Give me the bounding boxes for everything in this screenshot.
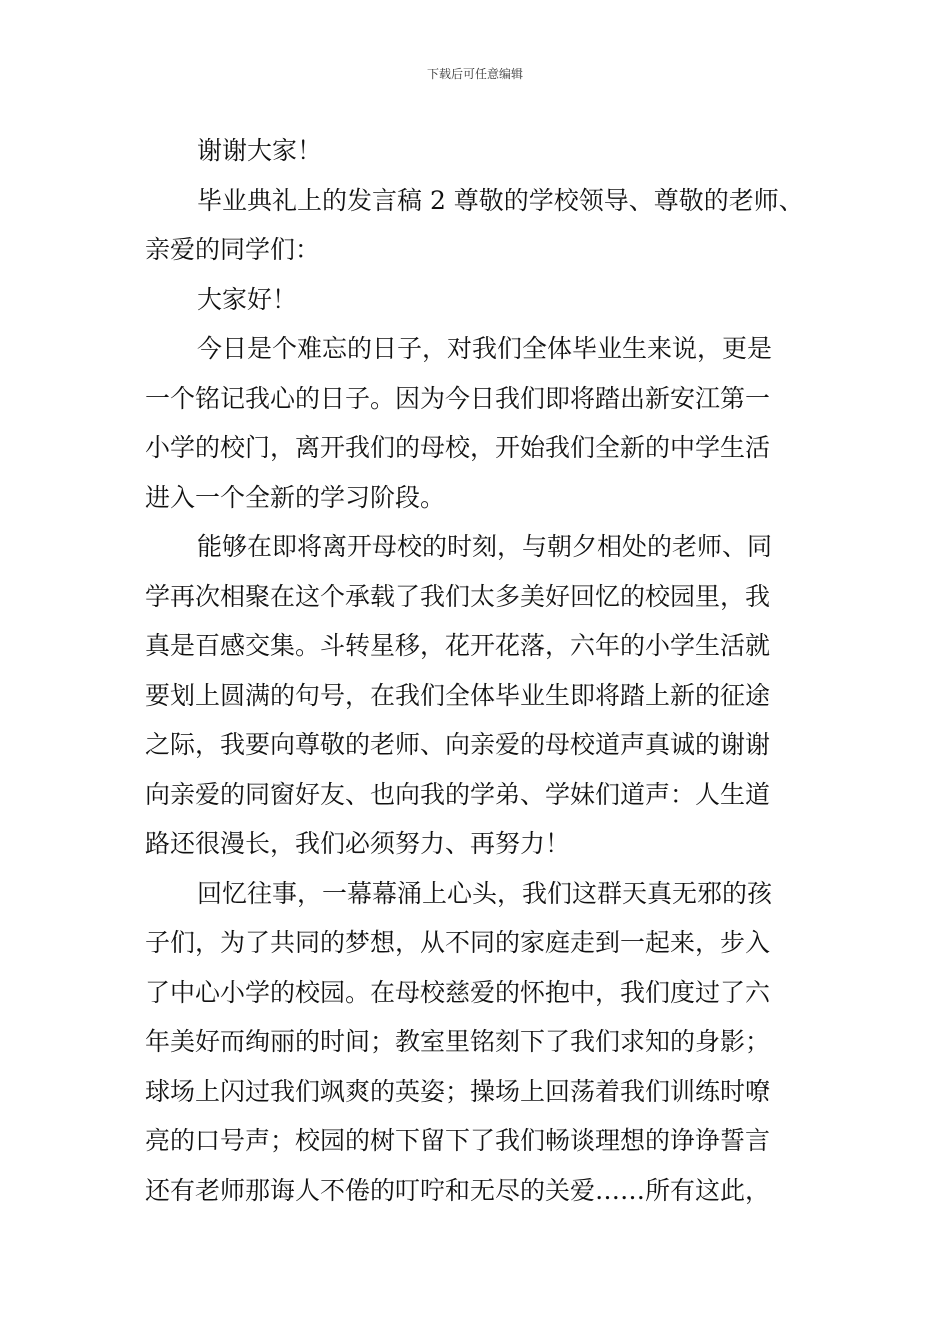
text-line-1: 谢谢大家！ bbox=[197, 136, 323, 165]
text-line-8: 进入一个全新的学习阶段。 bbox=[145, 482, 446, 512]
text-line-13: 之际，我要向尊敬的老师、向亲爱的母校道声真诚的谢谢 bbox=[145, 730, 771, 759]
text-line-3: 亲爱的同学们： bbox=[145, 235, 321, 264]
text-line-5: 今日是个难忘的日子，对我们全体毕业生来说，更是 bbox=[197, 334, 773, 363]
text-line-14: 向亲爱的同窗好友、也向我的学弟、学妹们道声：人生道 bbox=[145, 779, 771, 809]
text-line-12: 要划上圆满的句号，在我们全体毕业生即将踏上新的征途 bbox=[145, 680, 771, 710]
text-line-6: 一个铭记我心的日子。因为今日我们即将踏出新安江第一 bbox=[145, 383, 771, 413]
text-line-21: 亮的口号声；校园的树下留下了我们畅谈理想的诤诤誓言 bbox=[145, 1126, 771, 1155]
text-line-22: 还有老师那诲人不倦的叮咛和无尽的关爱……所有这此， bbox=[145, 1175, 771, 1205]
text-line-9: 能够在即将离开母校的时刻，与朝夕相处的老师、同 bbox=[197, 532, 773, 561]
text-line-17: 子们，为了共同的梦想，从不同的家庭走到一起来，步入 bbox=[145, 928, 771, 957]
text-line-16: 回忆往事，一幕幕涌上心头，我们这群天真无邪的孩 bbox=[197, 878, 773, 908]
text-line-11: 真是百感交集。斗转星移，花开花落，六年的小学生活就 bbox=[145, 631, 771, 660]
text-line-4: 大家好！ bbox=[197, 284, 298, 314]
page-header: 下载后可任意编辑 bbox=[426, 67, 523, 81]
text-line-10: 学再次相聚在这个承载了我们太多美好回忆的校园里，我 bbox=[145, 581, 771, 611]
text-line-2: 毕业典礼上的发言稿 2 尊敬的学校领导、尊敬的老师、 bbox=[197, 185, 804, 215]
document-body bbox=[145, 126, 813, 1215]
text-line-19: 年美好而绚丽的时间；教室里铭刻下了我们求知的身影； bbox=[145, 1027, 771, 1056]
text-line-18: 了中心小学的校园。在母校慈爱的怀抱中，我们度过了六 bbox=[145, 977, 771, 1007]
text-line-15: 路还很漫长，我们必须努力、再努力！ bbox=[145, 829, 571, 858]
text-line-20: 球场上闪过我们飒爽的英姿；操场上回荡着我们训练时嘹 bbox=[145, 1076, 771, 1106]
text-line-7: 小学的校门，离开我们的母校，开始我们全新的中学生活 bbox=[145, 433, 771, 462]
